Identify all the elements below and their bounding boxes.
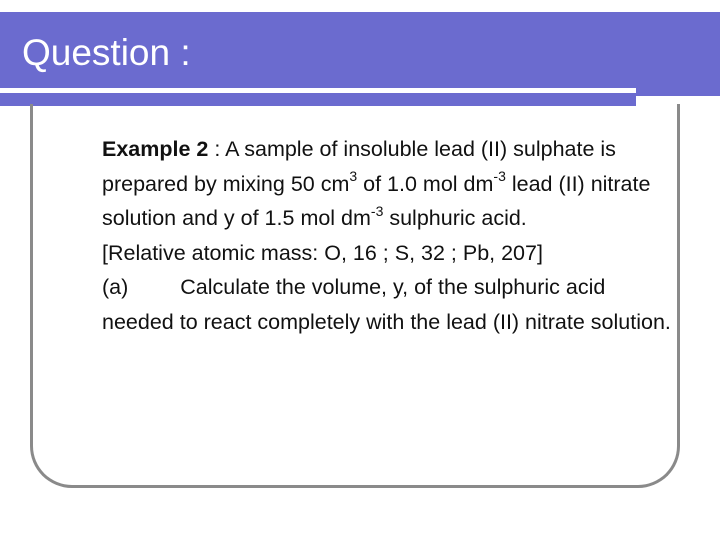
example-line3-sup: -3 [493,168,506,185]
example-line3-post: lead (II) nitrate solution and y of 1.5 [102,171,651,231]
title-underline [0,88,636,93]
example-paragraph [102,132,672,236]
example-line2-pre: sulphate is prepared by mixing 50 cm [102,137,616,196]
part-a-label: (a) [102,275,129,300]
example-line2-post: of 1.0 [357,171,417,196]
question-body [102,132,672,340]
example-line4-post: sulphuric acid. [383,206,527,231]
example-line3-pre: mol dm [422,171,494,196]
page-title: Question : [22,32,191,73]
relative-mass-paragraph: [Relative atomic mass: O, 16 ; S, 32 ; Pb, 207] [102,240,543,265]
example-line4-sup: -3 [370,203,384,220]
example-line1: A sample of insoluble lead (II) [225,137,508,161]
example-label: Example 2 [102,137,209,161]
example-separator: : [208,137,226,161]
example-line2-sup: 3 [349,168,358,185]
part-a-paragraph [102,270,672,339]
example-line4-pre: mol dm [300,206,371,231]
part-a-text: Calculate the volume, y, of the sulphuric acid needed to react completely with the lead (II) nitrate solution. [102,275,671,334]
